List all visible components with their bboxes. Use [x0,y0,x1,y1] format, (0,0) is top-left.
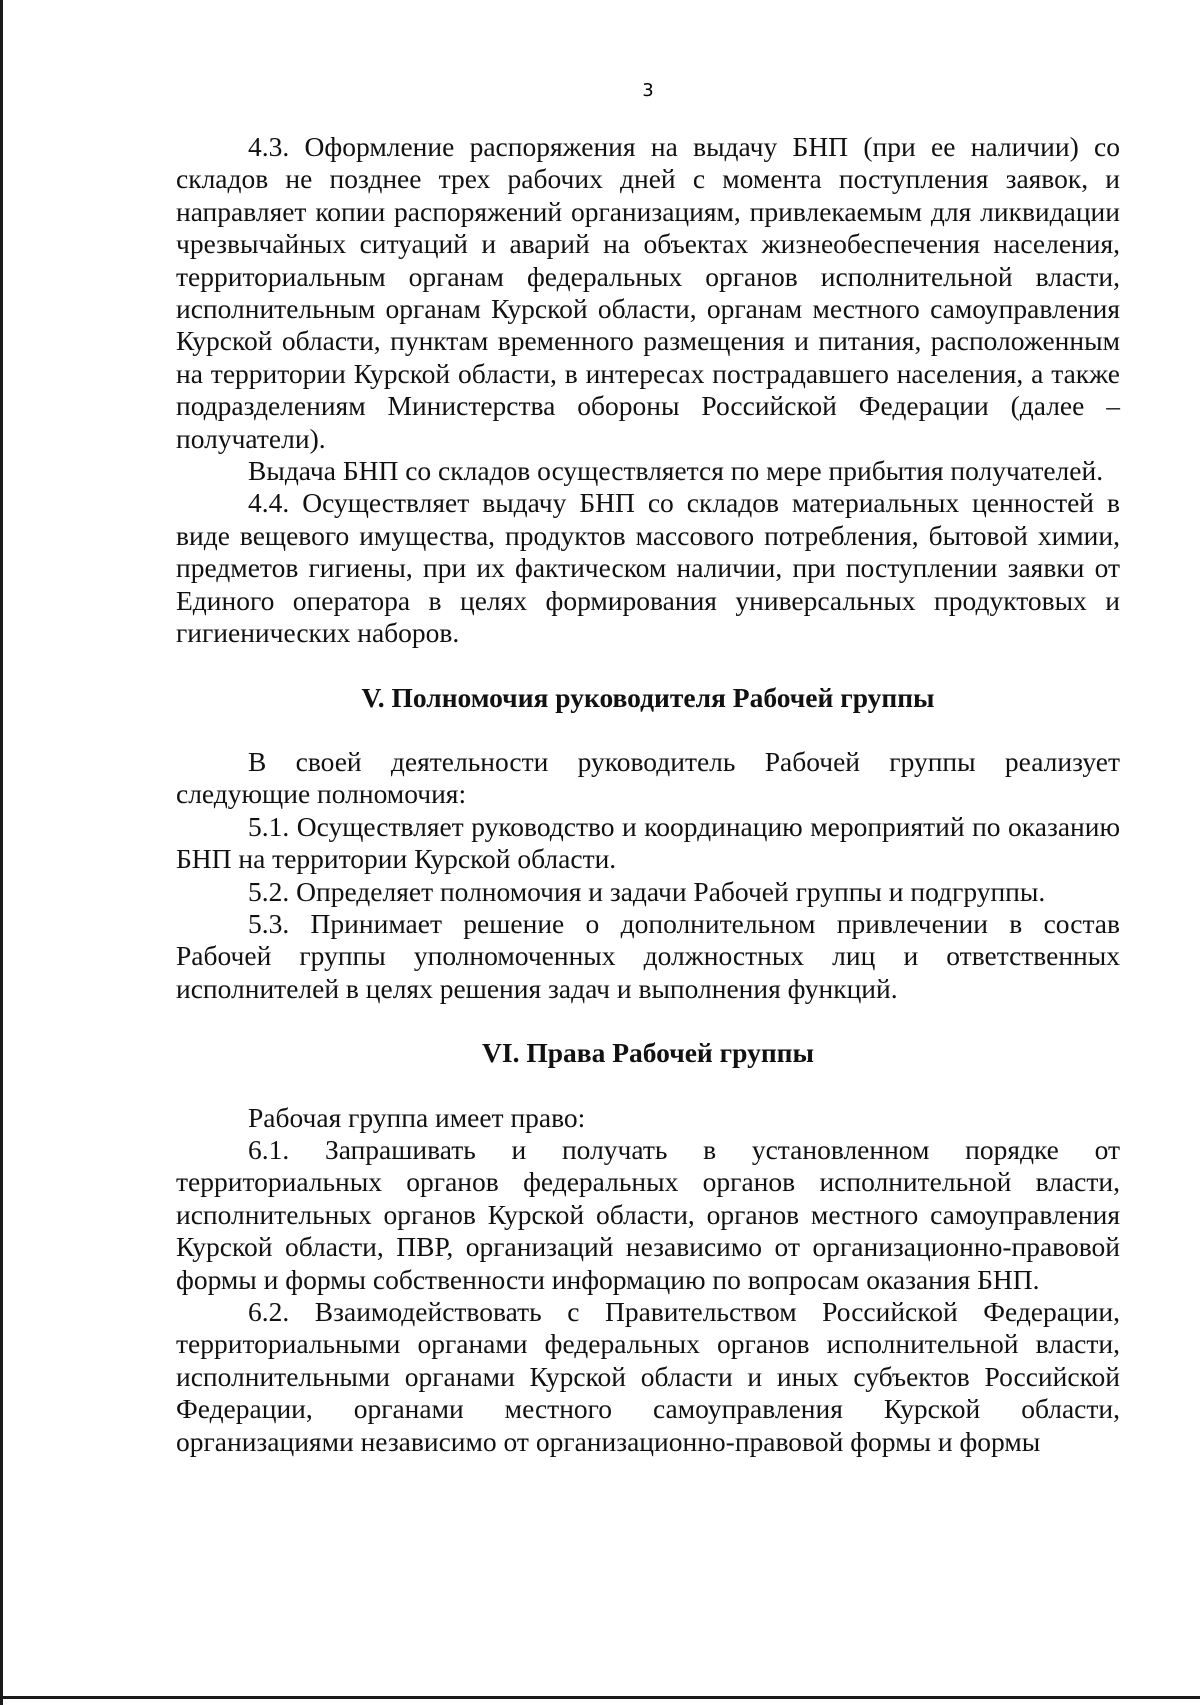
paragraph-intro: В своей деятельности руководитель Рабочей группы реализует следующие полномочия: [176,745,1120,810]
section-4-continuation [176,131,1120,650]
paragraph-6-1: 6.1. Запрашивать и получать в установленном порядке от территориальных органов федеральных органов исполнительной власти, исполнительных органов Курской области, органов местного самоуправления Курской области, ПВР, организаций независимо от организационно-правовой формы и формы собственности информацию по вопросам оказания БНП. [176,1133,1120,1295]
section-6 [176,1037,1120,1458]
scan-edge-bottom [0,1696,1200,1699]
spacer [176,714,1120,746]
section-heading: V. Полномочия руководителя Рабочей группы [361,681,935,713]
document-body [176,131,1120,1458]
spacer [176,1070,1120,1102]
spacer [176,650,1120,682]
scan-edge-left [0,0,3,1705]
paragraph-5-2: 5.2. Определяет полномочия и задачи Рабочей группы и подгруппы. [248,875,1046,907]
spacer [176,1005,1120,1037]
section-heading: VI. Права Рабочей группы [482,1037,814,1069]
paragraph-4-3: 4.3. Оформление распоряжения на выдачу БНП (при ее наличии) со складов не позднее трех рабочих дней с момента поступления заявок, и направляет копии распоряжений организациям, привлекаемым для ликвидации чрезвычайных ситуаций и аварий на объектах жизнеобеспечения населения, территориальным органам федеральных органов исполнительной власти, исполнительным органам Курской области, органам местного самоуправления Курской области, пунктам временного размещения и питания, расположенным на территории Курской области, в интересах пострадавшего населения, а также подразделениям Министерства обороны Российской Федерации (далее – получатели). [176,131,1120,454]
section-5 [176,682,1120,1006]
paragraph-issuance: Выдача БНП со складов осуществляется по мере прибытия получателей. [248,455,1104,487]
paragraph-intro: Рабочая группа имеет право: [248,1101,586,1133]
paragraph-6-2: 6.2. Взаимодействовать с Правительством Российской Федерации, территориальными органами федеральных органов исполнительной власти, исполнительными органами Курской области и иных субъектов Российской Федерации, органами местного самоуправления Курской области, организациями независимо от организационно-правовой формы и формы [176,1296,1120,1457]
paragraph-5-1: 5.1. Осуществляет руководство и координацию мероприятий по оказанию БНП на территории Курской области. [176,810,1120,875]
page-number: 3 [642,80,654,101]
paragraph-5-3: 5.3. Принимает решение о дополнительном привлечении в состав Рабочей группы уполномоченных должностных лиц и ответственных исполнителей в целях решения задач и выполнения функций. [176,907,1120,1004]
paragraph-4-4: 4.4. Осуществляет выдачу БНП со складов материальных ценностей в виде вещевого имущества, продуктов массового потребления, бытовой химии, предметов гигиены, при их фактическом наличии, при поступлении заявки от Единого оператора в целях формирования универсальных продуктовых и гигиенических наборов. [176,487,1120,649]
